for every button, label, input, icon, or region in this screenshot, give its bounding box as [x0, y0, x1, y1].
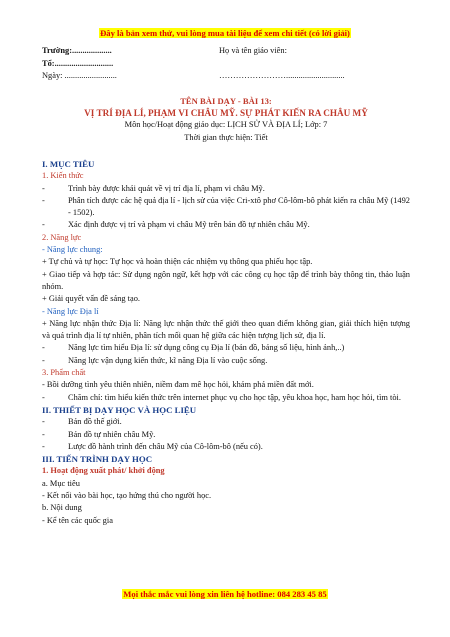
list-item — [42, 195, 410, 220]
paragraph: + Giao tiếp và hợp tác: Sử dụng ngôn ngữ, kết hợp với các công cụ học tập để trình bày thông tin, thảo luận nhóm. — [42, 269, 410, 291]
paragraph: - Kết nối vào bài học, tạo hứng thú cho người học. — [42, 490, 212, 500]
paragraph: + Tự chủ và tự học: Tự học và hoàn thiện các nhiệm vụ thông qua phiếu học tập. — [42, 257, 313, 267]
paragraph: - Kể tên các quốc gia — [42, 515, 113, 525]
list-item-text: Năng lực vận dụng kiến thức, kĩ năng Địa lí vào cuộc sống. — [68, 355, 268, 365]
list-item — [42, 219, 410, 231]
heading-knowledge: 1. Kiến thức — [42, 171, 84, 181]
list-item — [42, 441, 410, 453]
lesson-time: Thời gian thực hiện: Tiết — [184, 132, 268, 142]
teacher-name-dots: ……………………............................ — [219, 71, 345, 81]
lesson-subject: Môn học/Hoạt động giáo dục: LỊCH SỬ VÀ ĐỊA LÍ; Lớp: 7 — [124, 120, 328, 130]
paragraph: - Bồi dưỡng tình yêu thiên nhiên, niềm đam mê học hỏi, khám phá miền đất mới. — [42, 380, 314, 390]
heading-qualities: 3. Phẩm chất — [42, 368, 86, 378]
hotline-banner — [0, 589, 450, 599]
header-row-1 — [42, 45, 410, 58]
preview-notice-banner — [0, 28, 450, 38]
list-item-text: Trình bày được khái quát về vị trí địa lí, phạm vi châu Mỹ. — [68, 183, 265, 193]
section-objectives: I. MỤC TIÊU — [42, 158, 95, 169]
heading-geography-competency: - Năng lực Địa lí — [42, 306, 99, 316]
list-item-text: Bản đồ thế giới. — [68, 417, 122, 427]
list-item-text: Chăm chỉ: tìm hiểu kiến thức trên internet phục vụ cho học tập, yêu khoa học, ham học hỏi, tìm tòi. — [68, 392, 401, 402]
date-field: Ngày: ......................... — [42, 71, 117, 81]
teacher-name-field: Họ và tên giáo viên: — [219, 46, 287, 55]
bullet-dash: - — [42, 355, 45, 365]
preview-notice-text: Đây là bản xem thử, vui lòng mua tài liệu để xem chi tiết (có lời giải) — [100, 28, 350, 38]
list-item — [42, 416, 410, 428]
hotline-text: Mọi thắc mắc vui lòng xin liên hệ hotline: 084 283 45 85 — [123, 589, 327, 599]
list-item-text: Lược đồ hành trình đến châu Mỹ của Cô-lôm-bô (nếu có). — [68, 441, 263, 451]
bullet-dash: - — [42, 183, 45, 193]
list-item — [42, 392, 410, 404]
bullet-dash: - — [42, 392, 45, 402]
list-item-text: Năng lực tìm hiểu Địa lí: sử dụng công cụ Địa lí (bản đồ, bảng số liệu, hình ảnh,..) — [68, 343, 345, 353]
group-field: Tổ:............................ — [42, 58, 114, 68]
list-item-text: Phân tích được các hệ quả địa lí - lịch sử của việc Cri-xtô phơ Cô-lôm-bô phát kiến ra châu Mỹ (1492 - 1502). — [68, 195, 410, 218]
header-row-2 — [42, 58, 410, 71]
paragraph: + Năng lực nhận thức Địa lí: Năng lực nhận thức thế giới theo quan điểm không gian, giải thích hiện tượng và quá trình địa lí tự nhiên, phân tích mối quan hệ giữa các hiện tượng lịch sử, địa lí. — [42, 318, 410, 341]
paragraph: b. Nội dung — [42, 503, 82, 513]
heading-general-competency: - Năng lực chung: — [42, 245, 103, 255]
heading-competency: 2. Năng lực — [42, 232, 82, 242]
paragraph: a. Mục tiêu — [42, 478, 80, 488]
section-equipment: II. THIẾT BỊ DẠY HỌC VÀ HỌC LIỆU — [42, 404, 197, 415]
bullet-dash: - — [42, 441, 45, 451]
list-item — [42, 183, 410, 195]
bullet-dash: - — [42, 417, 45, 427]
header-row-3 — [42, 70, 410, 83]
paragraph: + Giải quyết vấn đề sáng tạo. — [42, 294, 140, 304]
list-item — [42, 342, 410, 354]
bullet-dash: - — [42, 429, 45, 439]
list-item-text: Xác định được vị trí và phạm vi châu Mỹ trên bản đồ tự nhiên châu Mỹ. — [68, 220, 310, 230]
document-page — [42, 45, 410, 527]
bullet-dash: - — [42, 343, 45, 353]
lesson-title: VỊ TRÍ ĐỊA LÍ, PHẠM VI CHÂU MỸ. SỰ PHÁT KIẾN RA CHÂU MỸ — [84, 108, 368, 119]
bullet-dash: - — [42, 195, 45, 205]
section-teaching-process: III. TIẾN TRÌNH DẠY HỌC — [42, 454, 153, 465]
school-field: Trường:................... — [42, 46, 112, 55]
list-item — [42, 429, 410, 441]
bullet-dash: - — [42, 220, 45, 230]
heading-warmup-activity: 1. Hoạt động xuất phát/ khởi động — [42, 466, 165, 476]
list-item-text: Bản đồ tự nhiên châu Mỹ. — [68, 429, 156, 439]
lesson-label: TÊN BÀI DẠY - BÀI 13: — [180, 95, 272, 106]
list-item — [42, 355, 410, 367]
